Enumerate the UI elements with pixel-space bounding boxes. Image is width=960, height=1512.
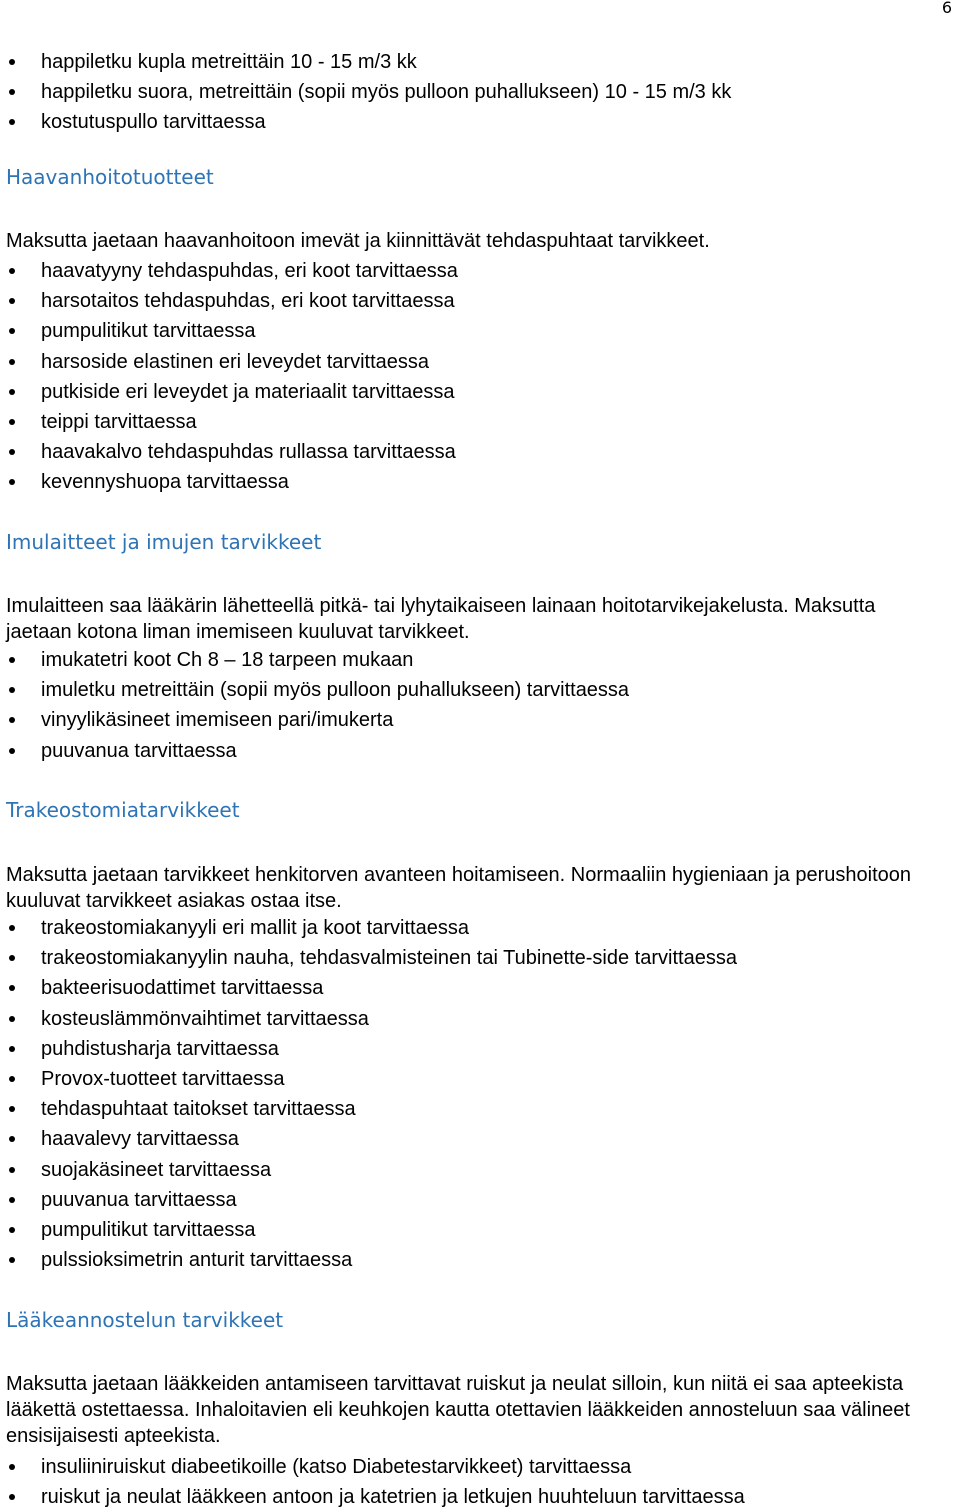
list-item: tehdaspuhtaat taitokset tarvittaessa [6,1094,954,1124]
bullet-icon [9,657,15,663]
section-heading-imulaitteet: Imulaitteet ja imujen tarvikkeet [6,530,322,554]
bullet-icon [9,479,15,485]
bullet-icon [9,119,15,125]
section-paragraph: Maksutta jaetaan lääkkeiden antamiseen tarvittavat ruiskut ja neulat silloin, kun niitä ei saa apteekista lääkettä ostettaessa. Inhaloitavien eli keuhkojen kautta otettavien lääkkeiden annosteluun saa välineet ensisijaisesti apteekista. [6,1373,910,1447]
bullet-icon [9,1076,15,1082]
bullet-icon [9,1136,15,1142]
section-list-laakeannostelu [6,1452,954,1512]
section-paragraph: Maksutta jaetaan haavanhoitoon imevät ja kiinnittävät tehdaspuhtaat tarvikkeet. [6,230,710,252]
bullet-icon [9,328,15,334]
list-item: ruiskut ja neulat lääkkeen antoon ja katetrien ja letkujen huuhteluun tarvittaessa [6,1482,954,1512]
section-heading-haavanhoitotuotteet: Haavanhoitotuotteet [6,165,214,189]
bullet-icon [9,985,15,991]
bullet-icon [9,1464,15,1470]
list-item: happiletku suora, metreittäin (sopii myös pulloon puhallukseen) 10 - 15 m/3 kk [6,77,954,107]
list-item: bakteerisuodattimet tarvittaessa [6,973,954,1003]
intro-list [6,47,954,138]
section-list-trakeostomiatarvikkeet [6,913,954,1275]
list-item: harsotaitos tehdaspuhdas, eri koot tarvittaessa [6,286,954,316]
list-item: pumpulitikut tarvittaessa [6,316,954,346]
bullet-icon [9,717,15,723]
bullet-icon [9,1046,15,1052]
bullet-icon [9,955,15,961]
list-item: kostutuspullo tarvittaessa [6,107,954,137]
list-item: pumpulitikut tarvittaessa [6,1215,954,1245]
list-item: suojakäsineet tarvittaessa [6,1155,954,1185]
list-item: insuliiniruiskut diabeetikoille (katso Diabetestarvikkeet) tarvittaessa [6,1452,954,1482]
bullet-icon [9,89,15,95]
list-item: haavakalvo tehdaspuhdas rullassa tarvittaessa [6,437,954,467]
section-paragraph: Imulaitteen saa lääkärin lähetteellä pitkä- tai lyhytaikaiseen lainaan hoitotarvikejakelusta. Maksutta jaetaan kotona liman imemiseen kuuluvat tarvikkeet. [6,595,876,643]
bullet-icon [9,1227,15,1233]
list-item: kosteuslämmönvaihtimet tarvittaessa [6,1004,954,1034]
bullet-icon [9,1106,15,1112]
bullet-icon [9,1494,15,1500]
section-heading-trakeostomiatarvikkeet: Trakeostomiatarvikkeet [6,798,240,822]
list-item: haavatyyny tehdaspuhdas, eri koot tarvittaessa [6,256,954,286]
list-item: happiletku kupla metreittäin 10 - 15 m/3 kk [6,47,954,77]
bullet-icon [9,1016,15,1022]
section-list-imulaitteet [6,645,954,766]
bullet-icon [9,59,15,65]
bullet-icon [9,748,15,754]
bullet-icon [9,359,15,365]
list-item: trakeostomiakanyylin nauha, tehdasvalmisteinen tai Tubinette-side tarvittaessa [6,943,954,973]
list-item: haavalevy tarvittaessa [6,1124,954,1154]
list-item: imuletku metreittäin (sopii myös pulloon puhallukseen) tarvittaessa [6,675,954,705]
section-paragraph: Maksutta jaetaan tarvikkeet henkitorven avanteen hoitamiseen. Normaaliin hygieniaan ja perushoitoon kuuluvat tarvikkeet asiakas ostaa itse. [6,864,911,912]
list-item: putkiside eri leveydet ja materiaalit tarvittaessa [6,377,954,407]
bullet-icon [9,1197,15,1203]
section-list-haavanhoitotuotteet [6,256,954,498]
list-item: Provox-tuotteet tarvittaessa [6,1064,954,1094]
bullet-icon [9,1257,15,1263]
list-item: puuvanua tarvittaessa [6,736,954,766]
list-item: kevennyshuopa tarvittaessa [6,467,954,497]
bullet-icon [9,298,15,304]
bullet-icon [9,925,15,931]
bullet-icon [9,268,15,274]
bullet-icon [9,419,15,425]
page-number: 6 [941,0,952,17]
bullet-icon [9,1167,15,1173]
bullet-icon [9,389,15,395]
bullet-icon [9,687,15,693]
list-item: imukatetri koot Ch 8 – 18 tarpeen mukaan [6,645,954,675]
list-item: puhdistusharja tarvittaessa [6,1034,954,1064]
section-heading-laakeannostelu: Lääkeannostelun tarvikkeet [6,1308,284,1332]
bullet-icon [9,449,15,455]
list-item: harsoside elastinen eri leveydet tarvittaessa [6,347,954,377]
list-item: teippi tarvittaessa [6,407,954,437]
list-item: vinyylikäsineet imemiseen pari/imukerta [6,705,954,735]
list-item: pulssioksimetrin anturit tarvittaessa [6,1245,954,1275]
list-item: puuvanua tarvittaessa [6,1185,954,1215]
list-item: trakeostomiakanyyli eri mallit ja koot tarvittaessa [6,913,954,943]
